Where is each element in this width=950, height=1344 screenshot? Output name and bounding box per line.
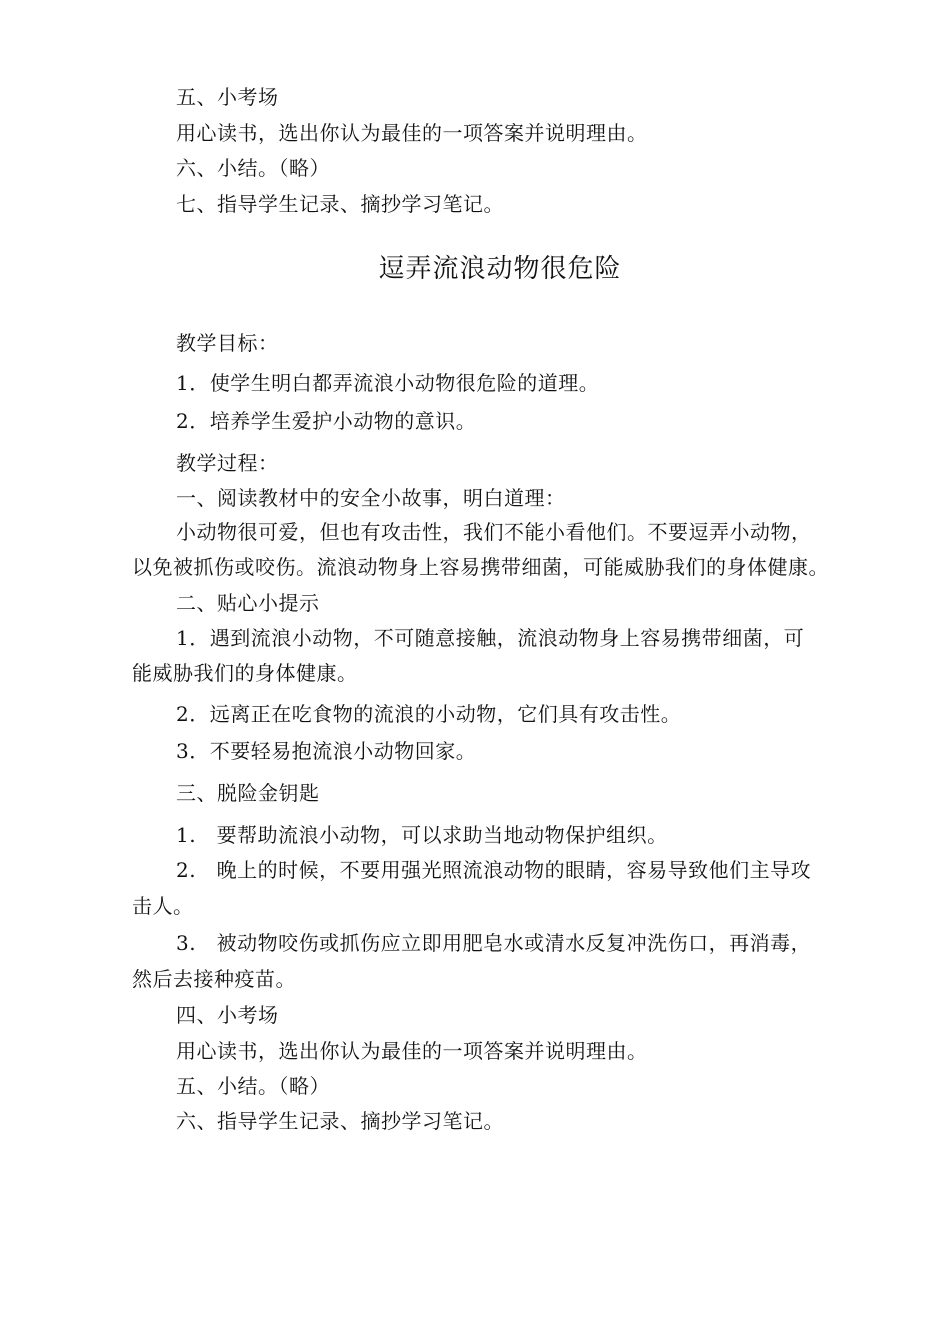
part3-item: 2. 晚上的时候，不要用强光照流浪动物的眼睛，容易导致他们主导攻 xyxy=(176,858,812,882)
part2-heading: 二、贴心小提示 xyxy=(176,591,320,615)
part4-text: 用心读书，选出你认为最佳的一项答案并说明理由。 xyxy=(176,1039,648,1063)
part2-item: 能威胁我们的身体健康。 xyxy=(132,661,358,685)
part2-item: 1．遇到流浪小动物，不可随意接触，流浪动物身上容易携带细菌，可 xyxy=(176,626,805,650)
process-heading: 教学过程： xyxy=(176,451,279,475)
part2-item: 2．远离正在吃食物的流浪的小动物，它们具有攻击性。 xyxy=(176,702,682,726)
prev-section-notes: 七、指导学生记录、摘抄学习笔记。 xyxy=(176,192,504,216)
lesson-title: 逗弄流浪动物很危险 xyxy=(378,254,622,284)
objectives-heading: 教学目标： xyxy=(176,331,279,355)
prev-section-text: 用心读书，选出你认为最佳的一项答案并说明理由。 xyxy=(176,121,648,145)
objective-item: 2．培养学生爱护小动物的意识。 xyxy=(176,409,477,433)
part3-item: 然后去接种疫苗。 xyxy=(132,967,296,991)
part2-item: 3．不要轻易抱流浪小动物回家。 xyxy=(176,739,477,763)
part3-item: 3. 被动物咬伤或抓伤应立即用肥皂水或清水反复冲洗伤口，再消毒， xyxy=(176,931,812,955)
part3-heading: 三、脱险金钥匙 xyxy=(176,781,320,805)
part1-text: 小动物很可爱，但也有攻击性，我们不能小看他们。不要逗弄小动物， xyxy=(176,520,812,544)
part3-item: 1. 要帮助流浪小动物，可以求助当地动物保护组织。 xyxy=(176,823,668,847)
part3-item: 击人。 xyxy=(132,894,194,918)
prev-section-heading: 五、小考场 xyxy=(176,85,279,109)
part1-text: 以免被抓伤或咬伤。流浪动物身上容易携带细菌，可能威胁我们的身体健康。 xyxy=(132,555,829,579)
objective-item: 1．使学生明白都弄流浪小动物很危险的道理。 xyxy=(176,371,600,395)
part5-summary: 五、小结。（略） xyxy=(176,1074,330,1098)
part6-notes: 六、指导学生记录、摘抄学习笔记。 xyxy=(176,1109,504,1133)
part1-heading: 一、阅读教材中的安全小故事，明白道理： xyxy=(176,486,566,510)
part4-heading: 四、小考场 xyxy=(176,1003,279,1027)
prev-section-summary: 六、小结。（略） xyxy=(176,156,330,180)
